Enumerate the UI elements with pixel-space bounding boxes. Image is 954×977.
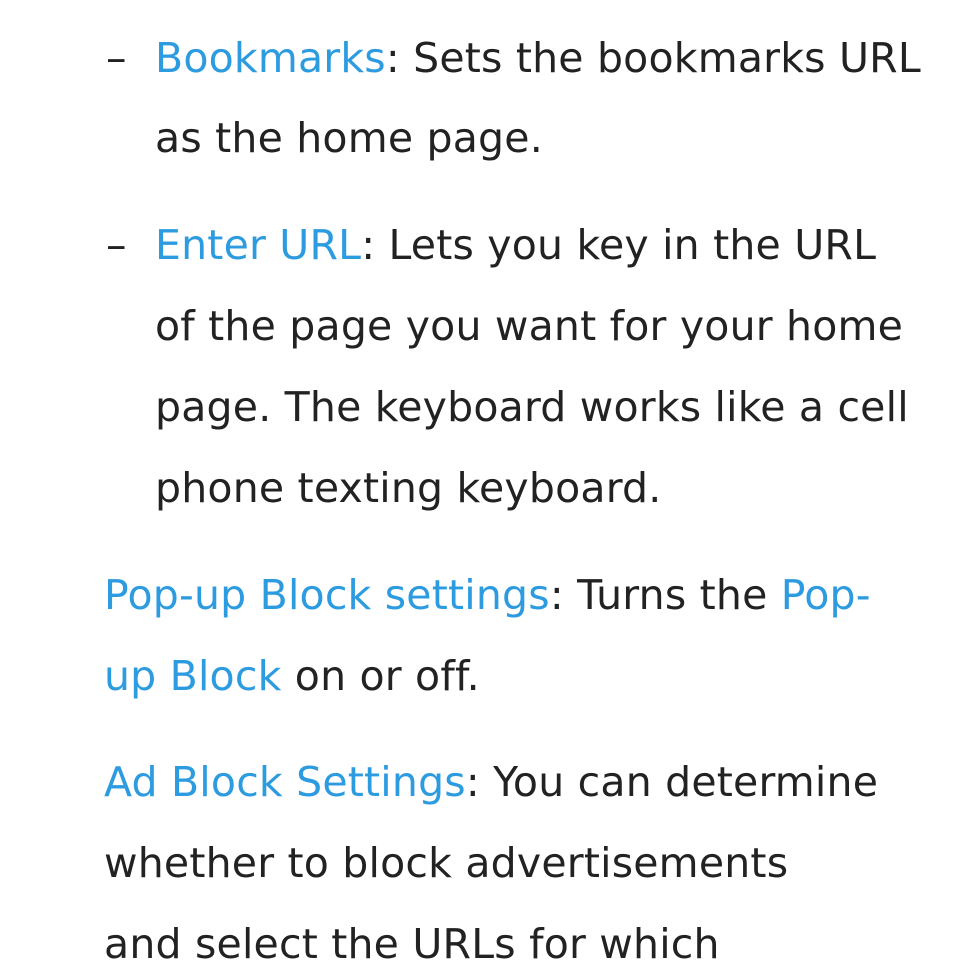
bookmarks-desc-1: : Sets the bookmarks URL xyxy=(385,34,921,82)
popup-line-2 xyxy=(104,651,480,701)
enter-url-line-4: phone texting keyboard. xyxy=(155,464,662,512)
bookmarks-line-2: as the home page. xyxy=(155,114,543,162)
adblock-desc-1: : You can determine xyxy=(465,758,879,806)
enter-url-line-2: of the page you want for your home xyxy=(155,302,904,350)
popup-desc-2: on or off. xyxy=(281,652,480,700)
adblock-line-1 xyxy=(104,757,878,807)
enter-url-term: Enter URL xyxy=(155,221,362,269)
popup-line-1 xyxy=(104,570,871,620)
adblock-line-2: whether to block advertisements xyxy=(104,839,789,887)
bullet-dash: – xyxy=(106,221,127,269)
bookmarks-line-1 xyxy=(155,33,921,83)
popup-term: Pop-up Block settings xyxy=(104,571,550,619)
enter-url-desc-1: : Lets you key in the URL xyxy=(361,221,877,269)
bookmarks-term: Bookmarks xyxy=(155,34,386,82)
enter-url-line-1 xyxy=(155,220,876,270)
popup-desc-1: : Turns the xyxy=(549,571,781,619)
bullet-dash: – xyxy=(106,34,127,82)
popup-term-inline-cont: up Block xyxy=(104,652,282,700)
popup-term-inline: Pop- xyxy=(780,571,871,619)
adblock-term: Ad Block Settings xyxy=(104,758,466,806)
adblock-line-3: and select the URLs for which xyxy=(104,920,720,968)
enter-url-line-3: page. The keyboard works like a cell xyxy=(155,383,909,431)
